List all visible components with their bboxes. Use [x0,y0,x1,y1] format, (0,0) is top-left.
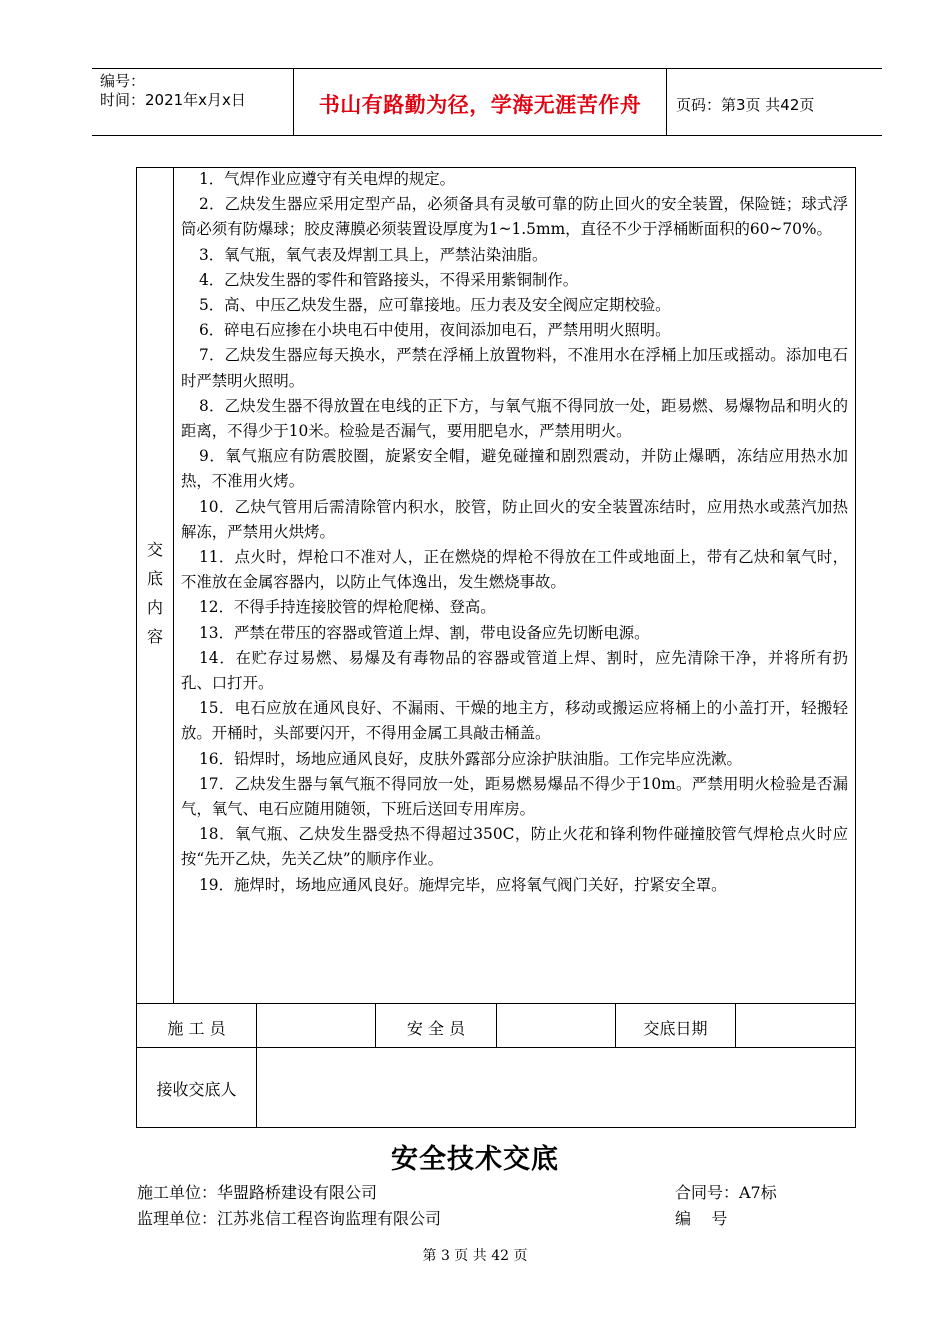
briefing-item: 1．气焊作业应遵守有关电焊的规定。 [199,170,456,188]
contract-number: 合同号：A7标 [675,1183,777,1202]
receiver-label: 接收交底人 [156,1080,237,1099]
briefing-item: 16．铅焊时，场地应通风良好，皮肤外露部分应涂护肤油脂。工作完毕应洗漱。 [199,749,742,768]
side-label-char: 容 [146,627,163,646]
briefing-item: 14．在贮存过易燃、易爆及有毒物品的容器或管道上焊、割时，应先清除干净，并将所有扔孔、口打开。 [181,648,848,693]
header-bottom-rule [92,135,882,136]
briefing-item: 3．氧气瓶，氧气表及焊割工具上，严禁沾染油脂。 [199,245,548,264]
briefing-item: 9．氧气瓶应有防震胶圈，旋紧安全帽，避免碰撞和剧烈震动，并防止爆晒，冻结应用热水加热，不准用火烤。 [181,447,848,491]
briefing-item: 18．氧气瓶、乙炔发生器受热不得超过350C，防止火花和锋利物件碰撞胶管气焊枪点火时应按“先开乙炔，先关乙炔”的顺序作业。 [181,825,848,869]
header-time-label: 时间：2021年x月x日 [100,91,246,109]
briefing-date-label: 交底日期 [643,1019,708,1038]
briefing-item: 5．高、中压乙炔发生器，应可靠接地。压力表及安全阀应定期校验。 [199,296,671,315]
safety-officer-label: 安 全 员 [406,1019,466,1038]
briefing-item: 15．电石应放在通风良好、不漏雨、干燥的地主方，移动或搬运应将桶上的小盖打开，轻搬轻放。开桶时，头部要闪开，不得用金属工具敲击桶盖。 [181,699,848,743]
page-number: 第 3 页 共 42 页 [422,1248,528,1264]
document-title: 安全技术交底 [391,1144,559,1175]
briefing-item: 10．乙炔气管用后需清除管内积水，胶管，防止回火的安全装置冻结时，应用热水或蒸汽加热解冻，严禁用火烘烤。 [181,497,848,541]
table-col-divider [496,1003,497,1047]
supervision-unit: 监理单位：江苏兆信工程咨询监理有限公司 [137,1209,442,1228]
header-top-rule [92,68,882,69]
briefing-content-label [137,535,173,651]
worker-label: 施 工 员 [167,1019,226,1038]
header-meta [100,72,246,110]
side-label-char: 内 [146,598,163,617]
header-divider [666,68,667,135]
construction-unit: 施工单位：华盟路桥建设有限公司 [137,1183,378,1202]
briefing-item: 12．不得手持连接胶管的焊枪爬梯、登高。 [199,598,496,617]
briefing-item: 17．乙炔发生器与氧气瓶不得同放一处，距易燃易爆品不得少于10m。严禁用明火检验是否漏气，氧气、电石应随用随领，下班后送回专用库房。 [181,774,848,819]
briefing-item: 19．施焊时，场地应通风良好。施焊完毕，应将氧气阀门关好，拧紧安全罩。 [199,875,727,894]
briefing-item: 13．严禁在带压的容器或管道上焊、割，带电设备应先切断电源。 [199,623,650,642]
table-row-divider [136,1047,856,1048]
table-col-divider [735,1003,736,1047]
briefing-item: 7．乙炔发生器应每天换水，严禁在浮桶上放置物料，不准用水在浮桶上加压或摇动。添加电石时严禁明火照明。 [181,346,848,390]
briefing-content [181,167,848,898]
briefing-item: 2．乙炔发生器应采用定型产品，必须备具有灵敏可靠的防止回火的安全装置，保险链；球式浮筒必须有防爆球；胶皮薄膜必须装置设厚度为1~1.5mm，直径不少于浮桶断面积的60~70%。 [181,195,848,239]
side-label-char: 底 [146,569,163,588]
header-page-label: 页码：第3页 共42页 [676,96,815,114]
briefing-item: 8．乙炔发生器不得放置在电线的正下方，与氧气瓶不得同放一处，距易燃、易爆物品和明火的距离，不得少于10米。检验是否漏气，要用肥皂水，严禁用明火。 [181,396,848,441]
header-motto: 书山有路勤为径，学海无涯苦作舟 [318,93,642,117]
briefing-item: 11．点火时，焊枪口不准对人，正在燃烧的焊枪不得放在工件或地面上，带有乙炔和氧气时，不准放在金属容器内，以防止气体逸出，发生燃烧事故。 [181,548,848,592]
side-label-char: 交 [146,540,163,559]
header-number-label: 编号： [100,72,146,90]
serial-number-label: 编 号 [675,1209,728,1228]
briefing-item: 6．碎电石应掺在小块电石中使用，夜间添加电石，严禁用明火照明。 [199,321,671,340]
table-col-divider [256,1003,257,1128]
table-side-divider [173,167,174,1003]
briefing-item: 4．乙炔发生器的零件和管路接头，不得采用紫铜制作。 [199,270,579,289]
